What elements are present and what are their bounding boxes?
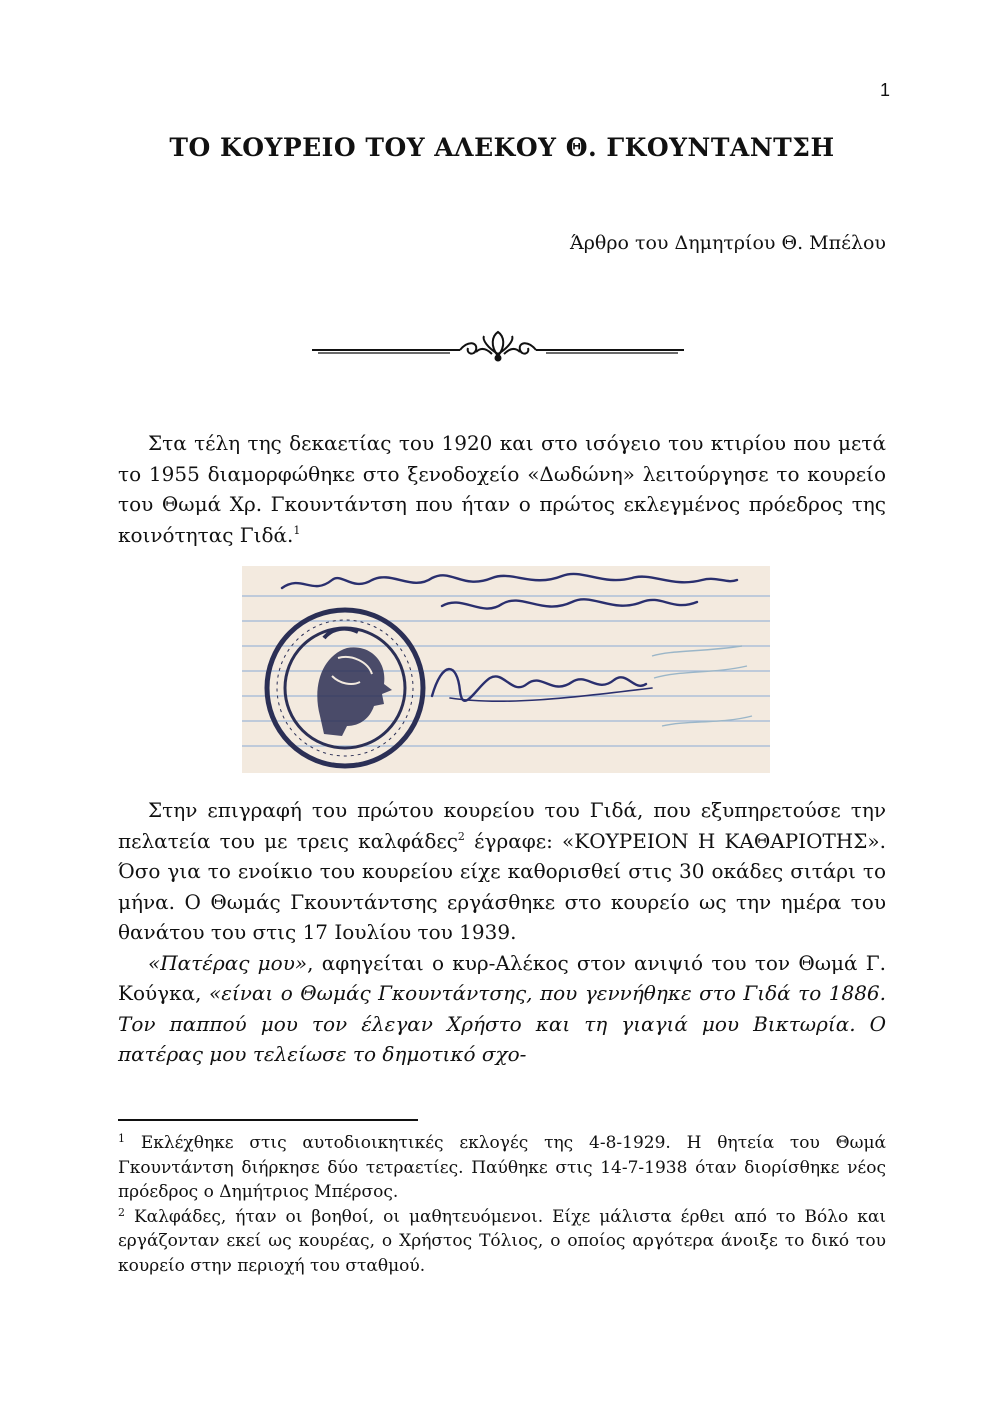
footnote-1-marker: 1: [118, 1132, 125, 1145]
footnote-1: [118, 1131, 886, 1205]
quote-opening: «Πατέρας μου»: [148, 950, 308, 975]
ornament-divider-icon: [310, 330, 686, 366]
paragraph-3: [118, 948, 886, 1070]
footnote-1-text: Εκλέχθηκε στις αυτοδιοικητικές εκλογές της 4-8-1929. Η θητεία του Θωμά Γκουντάντση διήρκησε δύο τετραετίες. Παύθηκε στις 14-7-1938 όταν διορίσθηκε νέος πρόεδρος ο Δημήτριος Μπέρσος.: [118, 1133, 886, 1202]
paragraph-2-text-b: έγραφε: «ΚΟΥΡΕΙΟΝ Η ΚΑΘΑΡΙΟΤΗΣ». Όσο για το ενοίκιο του κουρείου είχε καθορισθεί στις 30 οκάδες σιτάρι το μήνα. Ο Θωμάς Γκουντάντσης εργάσθηκε στο κουρείο ως την ημέρα του θανάτου του στις 17 Ιουλίου του 1939.: [118, 828, 886, 944]
page-number: 1: [879, 80, 890, 100]
footnote-2-text: Καλφάδες, ήταν οι βοηθοί, οι μαθητευόμενοι. Είχε μάλιστα έρθει από το Βόλο και εργάζονταν εκεί ως κουρέας, ο Χρήστος Τόλιος, ο οποίος αργότερα άνοιξε το δικό του κουρείο στην περιοχή του σταθμού.: [118, 1206, 886, 1276]
quote-body: «είναι ο Θωμάς Γκουντάντσης, που γεννήθηκε στο Γιδά το 1886. Τον παππού μου τον έλεγαν Χρήστο και τη γιαγιά μου Βικτωρία. Ο πατέρας μου τελείωσε το δημοτικό σχο-: [118, 981, 886, 1066]
historical-document-image: [242, 566, 770, 773]
footnote-2-marker: 2: [118, 1205, 125, 1219]
article-byline: Άρθρο του Δημητρίου Θ. Μπέλου: [570, 232, 886, 254]
paragraph-2: [118, 795, 886, 1070]
footnote-2: [118, 1205, 886, 1279]
footnote-separator: [118, 1119, 418, 1121]
paragraph-1: [118, 428, 886, 550]
article-title: ΤΟ ΚΟΥΡΕΙΟ ΤΟΥ ΑΛΕΚΟΥ Θ. ΓΚΟΥΝΤΑΝΤΣΗ: [169, 133, 835, 162]
paragraph-2-text-a: Στην επιγραφή του πρώτου κουρείου του Γιδά, που εξυπηρετούσε την πελατεία του με τρεις καλφάδες: [118, 798, 886, 853]
paragraph-1-text: Στα τέλη της δεκαετίας του 1920 και στο ισόγειο του κτιρίου που μετά το 1955 διαμορφώθηκε στο ξενοδοχείο «Δωδώνη» λειτούργησε το κουρείο του Θωμά Χρ. Γκουντάντση που ήταν ο πρώτος εκλεγμένος πρόεδρος της κοινότητας Γιδά.: [118, 431, 886, 547]
footnotes: [118, 1131, 886, 1278]
footnote-ref-1: 1: [293, 523, 301, 537]
narration-text: , αφηγείται ο κυρ-Αλέκος στον ανιψιό του τον Θωμά Γ. Κούγκα,: [118, 950, 886, 1005]
document-scan: [242, 566, 770, 773]
footnote-ref-2: 2: [457, 829, 465, 843]
